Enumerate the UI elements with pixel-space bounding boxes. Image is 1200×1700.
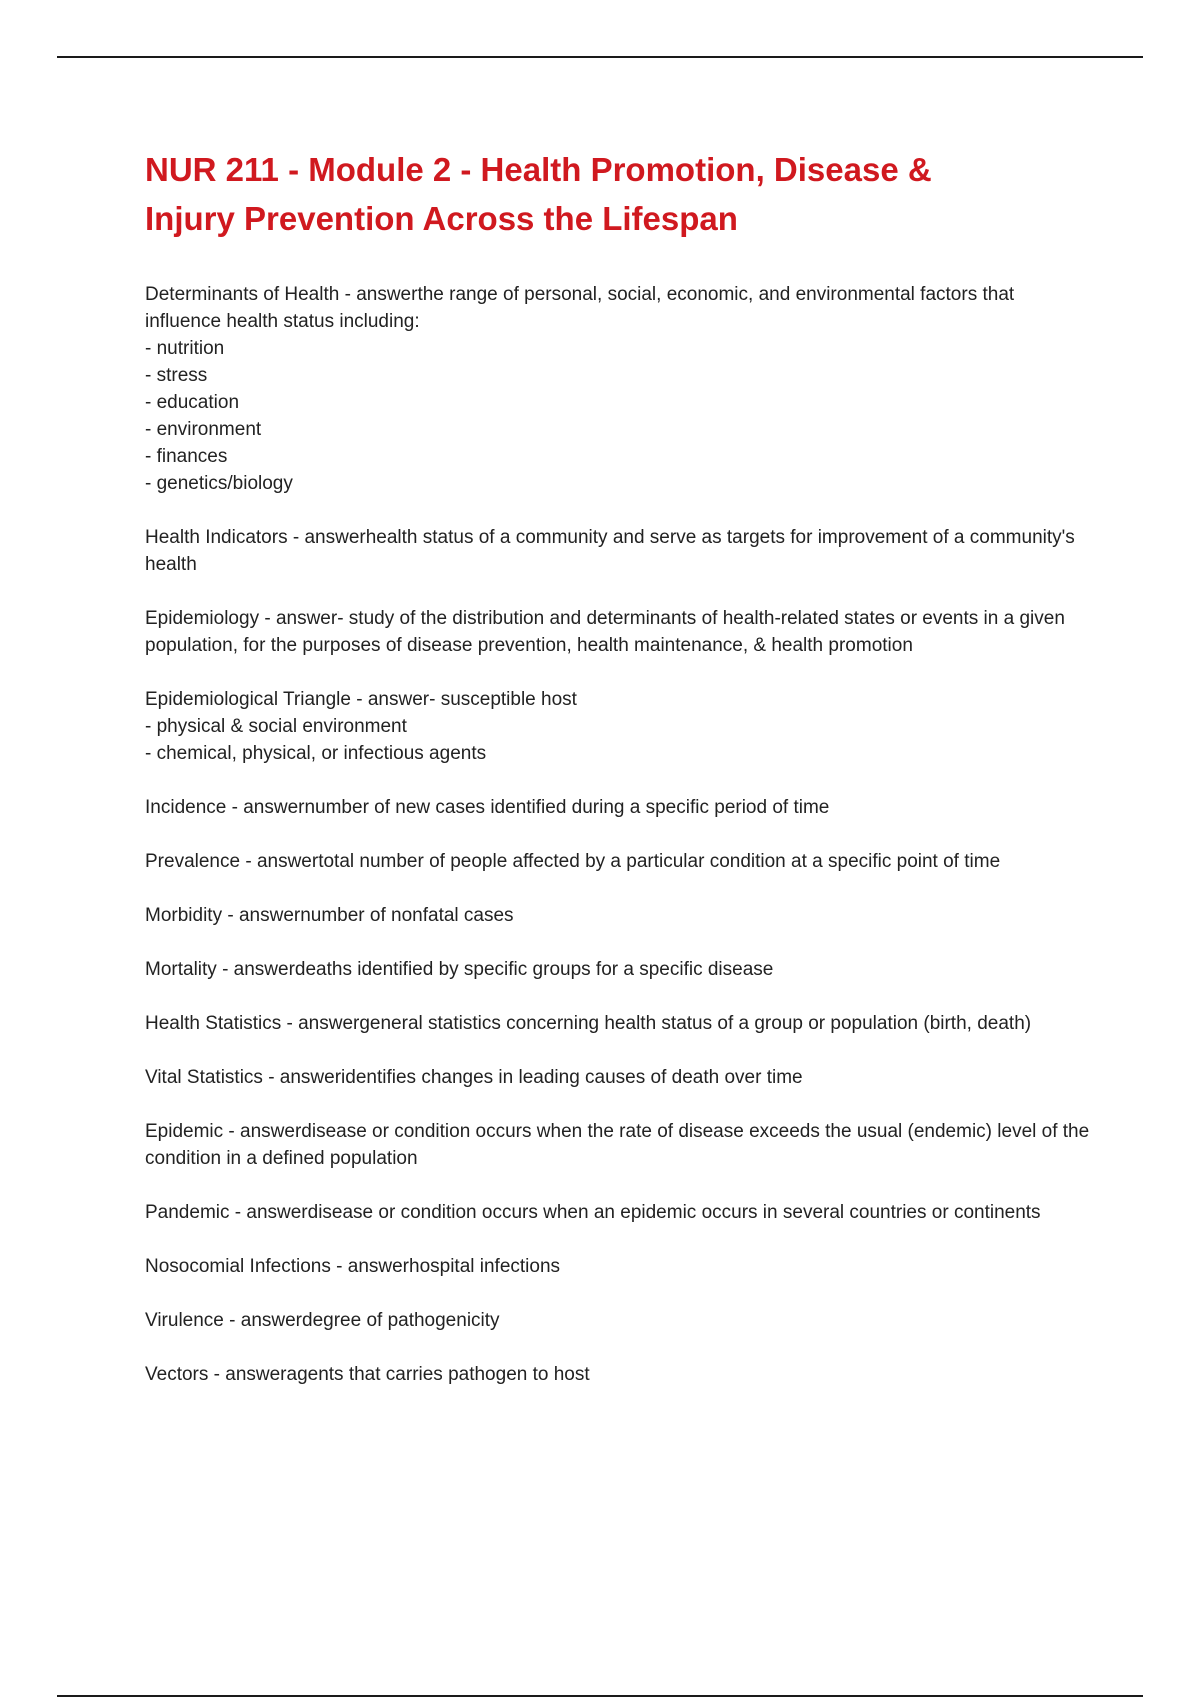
bottom-rule	[57, 1695, 1143, 1697]
term-definition: Pandemic - answerdisease or condition occurs when an epidemic occurs in several countries or continents	[145, 1202, 1041, 1223]
term-definition: Health Indicators - answerhealth status of a community and serve as targets for improvement of a community's health	[145, 527, 1075, 575]
term-entry	[145, 281, 1095, 497]
term-entry	[145, 1253, 1095, 1280]
term-entry	[145, 794, 1095, 821]
term-definition: Virulence - answerdegree of pathogenicity	[145, 1310, 500, 1331]
sub-item: - chemical, physical, or infectious agents	[145, 743, 487, 764]
term-entry	[145, 1064, 1095, 1091]
term-definition: Epidemiological Triangle - answer- susceptible host	[145, 689, 577, 710]
term-definition: Incidence - answernumber of new cases identified during a specific period of time	[145, 797, 830, 818]
term-entry	[145, 1361, 1095, 1388]
title-line-2: Injury Prevention Across the Lifespan	[145, 200, 738, 237]
term-entry	[145, 524, 1095, 578]
title-line-1: NUR 211 - Module 2 - Health Promotion, Disease &	[145, 151, 932, 188]
term-definition: Vectors - answeragents that carries pathogen to host	[145, 1364, 590, 1385]
term-entry	[145, 1118, 1095, 1172]
term-definition: Epidemiology - answer- study of the distribution and determinants of health-related states or events in a given population, for the purposes of disease prevention, health maintenance, & health promotion	[145, 608, 1065, 656]
term-entry	[145, 1199, 1095, 1226]
term-definition: Epidemic - answerdisease or condition occurs when the rate of disease exceeds the usual (endemic) level of the condition in a defined population	[145, 1121, 1090, 1169]
term-entry	[145, 1010, 1095, 1037]
term-entry	[145, 605, 1095, 659]
term-definition: Morbidity - answernumber of nonfatal cases	[145, 905, 514, 926]
document-title	[145, 145, 1095, 243]
sub-item: - environment	[145, 419, 262, 440]
sub-item: - physical & social environment	[145, 716, 407, 737]
term-list	[145, 281, 1095, 1388]
term-definition: Nosocomial Infections - answerhospital infections	[145, 1256, 561, 1277]
term-definition: Prevalence - answertotal number of people affected by a particular condition at a specific point of time	[145, 851, 1001, 872]
sub-item: - genetics/biology	[145, 473, 293, 494]
term-definition: Determinants of Health - answerthe range of personal, social, economic, and environmental factors that influence health status including:	[145, 284, 1015, 332]
term-entry	[145, 956, 1095, 983]
document-body	[145, 145, 1095, 1415]
top-rule	[57, 56, 1143, 58]
sub-item: - stress	[145, 365, 208, 386]
term-entry	[145, 848, 1095, 875]
term-entry	[145, 1307, 1095, 1334]
term-definition: Vital Statistics - answeridentifies changes in leading causes of death over time	[145, 1067, 803, 1088]
term-entry	[145, 902, 1095, 929]
sub-item: - finances	[145, 446, 228, 467]
sub-item: - nutrition	[145, 338, 225, 359]
sub-item: - education	[145, 392, 240, 413]
term-entry	[145, 686, 1095, 767]
term-definition: Health Statistics - answergeneral statistics concerning health status of a group or population (birth, death)	[145, 1013, 1032, 1034]
term-definition: Mortality - answerdeaths identified by specific groups for a specific disease	[145, 959, 774, 980]
